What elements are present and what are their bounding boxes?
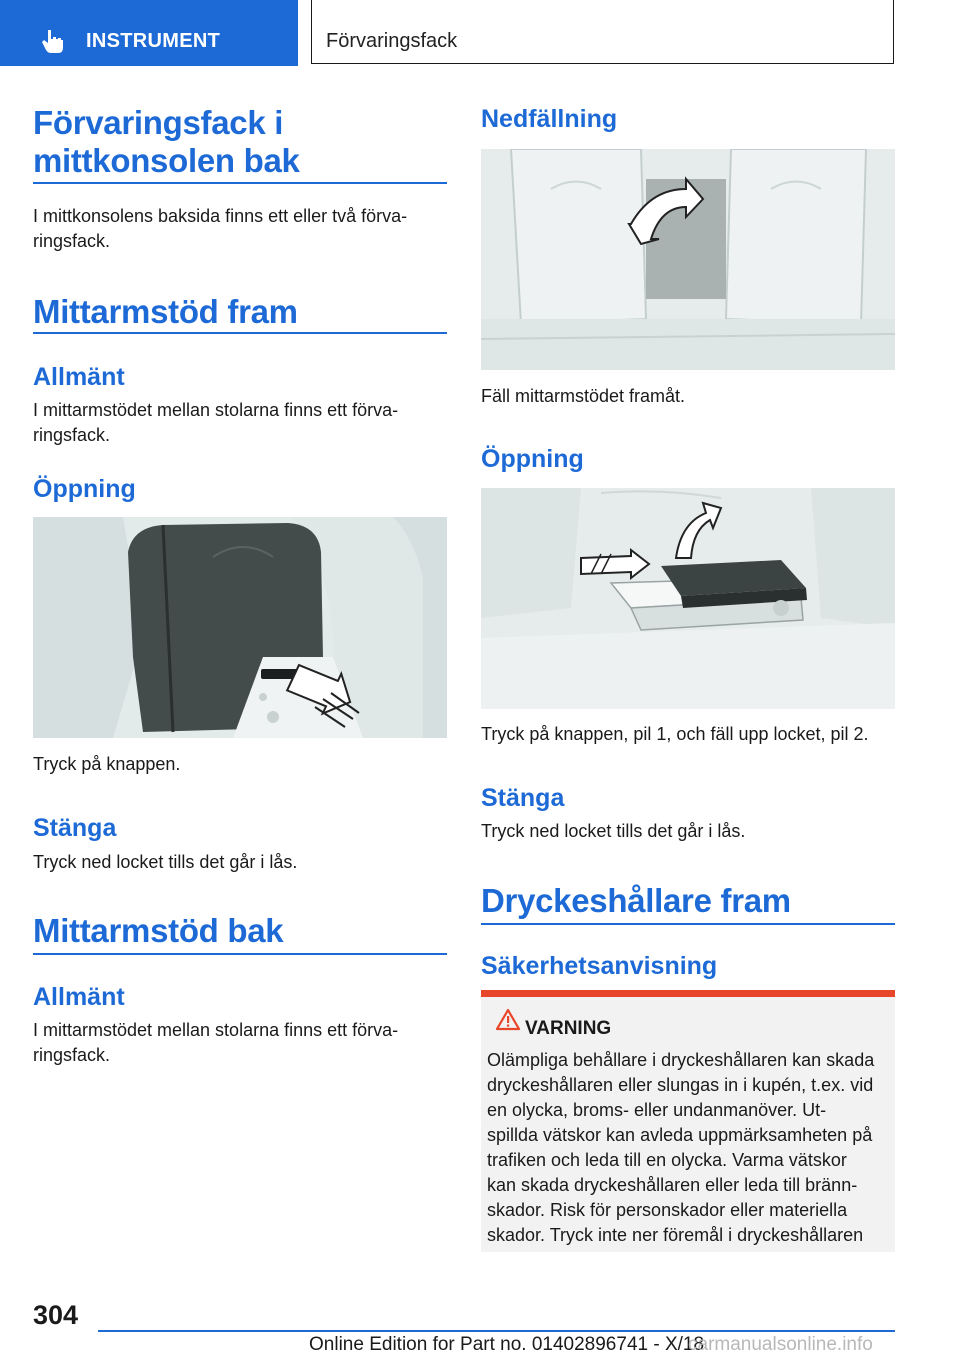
warning-line: spillda vätskor kan avleda uppmärksamheten på bbox=[487, 1125, 873, 1145]
subheading-front-general: Allmänt bbox=[33, 363, 125, 391]
warning-line: kan skada dryckeshållaren eller leda till bränn- bbox=[487, 1175, 858, 1195]
warning-line: Olämpliga behållare i dryckeshållaren kan skada bbox=[487, 1050, 875, 1070]
rear-console-text-line2: ringsfack. bbox=[33, 231, 111, 251]
heading-rear-console-line1: Förvaringsfack i bbox=[33, 104, 284, 141]
warning-line: en olycka, broms- eller undanmanöver. Ut- bbox=[487, 1100, 827, 1120]
subheading-front-close: Stänga bbox=[33, 814, 117, 842]
rear-general-text-line2: ringsfack. bbox=[33, 1045, 111, 1065]
warning-bar bbox=[481, 990, 895, 997]
footer-edition: Online Edition for Part no. 01402896741 - X/18 bbox=[309, 1334, 705, 1355]
warning-text bbox=[487, 1048, 893, 1248]
rear-general-text-line1: I mittarmstödet mellan stolarna finns ett förva- bbox=[33, 1020, 399, 1040]
heading-rule bbox=[33, 182, 447, 184]
footer-rule bbox=[98, 1330, 895, 1332]
warning-box bbox=[481, 990, 895, 1252]
rear-open-caption: Tryck på knappen, pil 1, och fäll upp locket, pil 2. bbox=[481, 724, 869, 744]
warning-title: VARNING bbox=[525, 1018, 612, 1039]
warning-line: trafiken och leda till en olycka. Varma vätskor bbox=[487, 1150, 847, 1170]
front-open-caption: Tryck på knappen. bbox=[33, 754, 181, 774]
warning-line: skador. Tryck inte ner föremål i dryckeshållaren bbox=[487, 1225, 864, 1245]
footer-watermark: carmanualsonline.info bbox=[688, 1334, 873, 1355]
illustration-rear-armrest-open bbox=[481, 488, 895, 709]
page-number: 304 bbox=[33, 1300, 79, 1330]
heading-rear-console-line2: mittkonsolen bak bbox=[33, 142, 300, 179]
warning-line: dryckeshållaren eller slungas in i kupén, t.ex. vid bbox=[487, 1075, 874, 1095]
illustration-front-armrest-button bbox=[33, 517, 447, 738]
front-general-text-line2: ringsfack. bbox=[33, 425, 111, 445]
header-topic: Förvaringsfack bbox=[326, 30, 458, 52]
illustration-rear-armrest-fold bbox=[481, 149, 895, 370]
subheading-front-open: Öppning bbox=[33, 475, 136, 503]
front-general-text-line1: I mittarmstödet mellan stolarna finns ett förva- bbox=[33, 400, 399, 420]
fold-caption: Fäll mittarmstödet framåt. bbox=[481, 386, 686, 406]
hand-pointer-icon bbox=[40, 28, 66, 54]
rear-close-text: Tryck ned locket tills det går i lås. bbox=[481, 821, 746, 841]
heading-rule bbox=[33, 332, 447, 334]
heading-cupholder: Dryckeshållare fram bbox=[481, 882, 791, 919]
heading-rear-armrest: Mittarmstöd bak bbox=[33, 912, 284, 949]
warning-line: skador. Risk för personskador eller materiella bbox=[487, 1200, 848, 1220]
heading-rule bbox=[481, 923, 895, 925]
heading-rule bbox=[33, 953, 447, 955]
subheading-rear-general: Allmänt bbox=[33, 983, 125, 1011]
header-section-tab bbox=[0, 0, 298, 66]
heading-front-armrest: Mittarmstöd fram bbox=[33, 293, 298, 330]
rear-console-text-line1: I mittkonsolens baksida finns ett eller två förva- bbox=[33, 206, 408, 226]
subheading-safety: Säkerhetsanvisning bbox=[481, 952, 718, 980]
subheading-rear-open: Öppning bbox=[481, 445, 584, 473]
subheading-rear-close: Stänga bbox=[481, 784, 565, 812]
warning-triangle-icon bbox=[495, 1008, 521, 1031]
subheading-fold-down: Nedfällning bbox=[481, 105, 618, 133]
header-section-label: INSTRUMENT bbox=[86, 30, 221, 52]
front-close-text: Tryck ned locket tills det går i lås. bbox=[33, 852, 298, 872]
